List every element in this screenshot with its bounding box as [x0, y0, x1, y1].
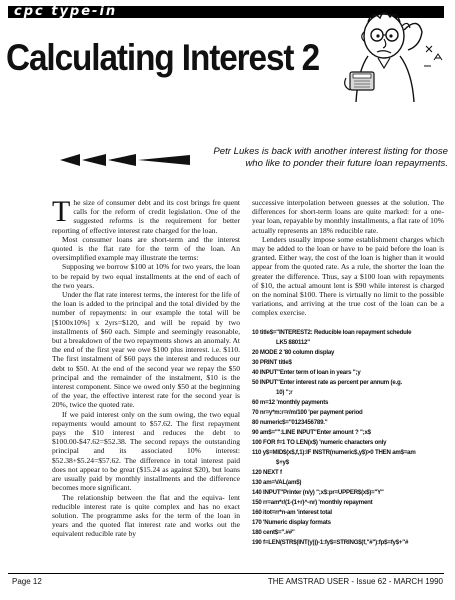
article-paragraph: Supposing we borrow $100 at 10% for two years, the loan to be repaid by two equal installments at the end of each of the two years.: [52, 262, 240, 290]
cartoon-man-calculator-illustration: [328, 6, 450, 106]
footer-rule: [8, 573, 444, 574]
code-line: 50 INPUT"Enter interest rate as percent per annum (e.g.: [252, 378, 403, 386]
code-line: $+y$: [276, 458, 289, 466]
article-paragraph: If we paid interest only on the sum owing, the two equal repayments would amount to $57.62. The first repayment pays the $10 interest and reduces the debt to $100.00-$47.62=$52.38. The second repays the outstanding principal and its associated 10% interest: $52.38+$5.24=$57.62. The difference in total interest paid does not appear to be great ($15.24 as against $20), but loans are usually paid by monthly installments and the difference becomes more significant.: [52, 409, 240, 493]
code-line: 80 numeric$="0123456789.": [252, 418, 328, 426]
article-paragraph: The size of consumer debt and its cost brings fre quent calls for the reform of credit legislation. One of the suggested reforms is the requirement for better reporting of effective interest rate charged for the loan.: [52, 195, 240, 235]
article-paragraph: successive interpolation between guesses at the solution. The differences for short-term loans are quite marked: for a one-year loan, repayable by monthly installments, a flat rate of 10% actually represents an 18% reducible rate.: [252, 198, 444, 235]
code-line: 110 y$=MID$(x$,f,1):IF INSTR(numeric$,y$)>0 THEN am$=am: [252, 448, 416, 456]
article-paragraph: Most consumer loans are short-term and the interest quoted is the flat rate for the term of the loan. An oversimplified example may illustrate the terms:: [52, 234, 240, 263]
code-line: 10 title$="INTEREST2: Reducible loan repayment schedule: [252, 328, 412, 336]
article-column-left: [52, 195, 240, 539]
code-line: 100 FOR f=1 TO LEN(x$) 'numeric characters only: [252, 438, 387, 446]
code-line: 120 NEXT f: [252, 468, 282, 476]
decorative-arrows: [60, 152, 192, 172]
code-line: 70 nr=y*m:r=r/m/100 'per payment period: [252, 408, 363, 416]
code-line: 160 itot=rr*n-am 'interest total: [252, 508, 332, 516]
code-line: 90 am$="":LINE INPUT"Enter amount ? ";x$: [252, 428, 371, 436]
article-paragraph: Lenders usually impose some establishment charges which may be added to the loan or have to be paid before the loan is granted. Either way, the cost of the loan is higher than it would appear from the quoted rate. As a rule, the shorter the loan the greater the difference. Thus, say a $100 loan with repayments of $10, the actual amount lent is $90 while interest is charged on the nominal $100. There is virtually no limit to the possible variations, and arriving at the true cost of the loan can be a complex exercise.: [252, 234, 444, 318]
standfirst: Petr Lukes is back with another interest listing for those who like to ponder their future loan repayments.: [213, 146, 448, 169]
article-title: Calculating Interest 2: [6, 37, 320, 78]
basic-code-listing: [252, 328, 444, 548]
code-line: LK5 880112": [276, 338, 310, 346]
magazine-issue: THE AMSTRAD USER - Issue 62 - MARCH 1990: [267, 577, 443, 586]
code-line: 140 INPUT"Printer (n/y) ";x$:pr=UPPER$(x$)="Y": [252, 488, 384, 496]
article-paragraph: Under the flat rate interest terms, the interest for the life of the loan is added to the principal and the total divided by the number of repayments: in our example the total will be [$100x10%] x 2yrs=$120, and will be repaid by two installments of $60 each. Simple and seemingly reasonable, but a breakdown of the two repayments shows an anomaly. At the end of the first year we owe $100 plus interest. i.e. $110. The first instalment of $60 pays the interest and reduces our debt to $50. At the end of the second year we repay the $50 principal and the remainder of the instalment, $10 is the interest component. Since we owed only $50 at the beginning of the year, the effective interest rate for the second year is 20%, twice the quoted rate.: [52, 290, 240, 410]
code-line: 170 'Numeric display formats: [252, 518, 331, 526]
drop-cap: T: [52, 195, 71, 228]
code-line: 40 INPUT"Enter term of loan in years ";y: [252, 368, 361, 376]
code-line: 30 PRINT title$: [252, 358, 292, 366]
article-paragraph: The relationship between the flat and the equiva- lent reducible interest rate is quite complex and has no exact solution. The programme asks for the term of the loan in years and the quoted flat interest rate and works out the equivalent reducible rate by: [52, 492, 240, 539]
page-number: Page 12: [12, 577, 42, 586]
code-line: 60 m=12 'monthly payments: [252, 398, 329, 406]
code-line: 180 cent$=".##": [252, 528, 295, 536]
code-line: 150 rr=am*r/(1-(1+r)^-nr) 'monthly repayment: [252, 498, 373, 506]
code-line: 10) ";r: [276, 388, 293, 396]
code-line: 20 MODE 2 '80 column display: [252, 348, 335, 356]
article-column-right: [252, 198, 444, 548]
code-line: 190 f=LEN(STR$(INT(y)))-1:fy$=STRING$(f,"#"):fp$=fy$+"#: [252, 538, 409, 546]
code-line: 130 am=VAL(am$): [252, 478, 302, 486]
section-banner-label: cpc type-in: [14, 4, 118, 19]
